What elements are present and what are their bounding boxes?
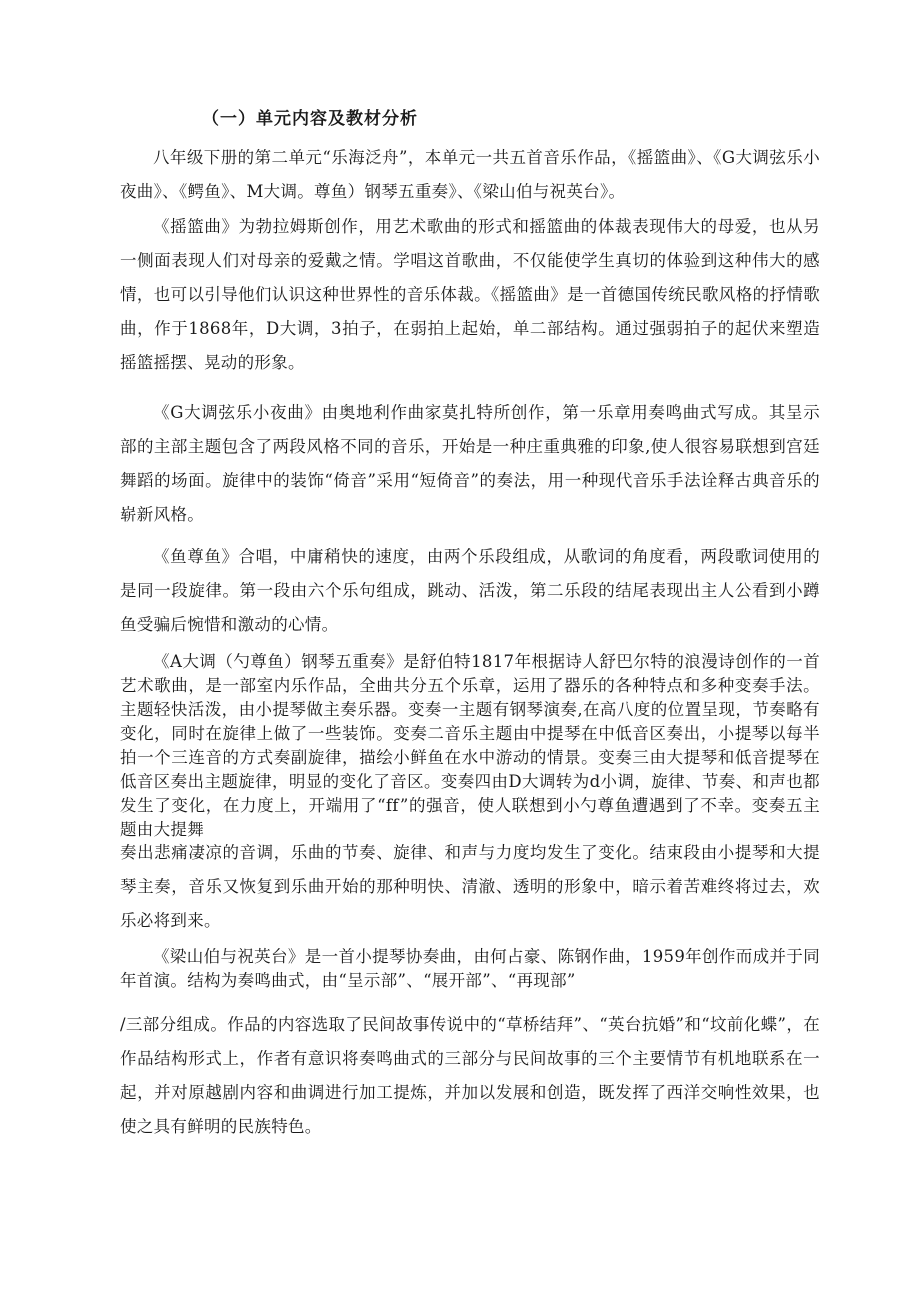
- paragraph-trout-chorus: 《鱼尊鱼》合唱，中庸稍快的速度，由两个乐段组成，从歌词的角度看，两段歌词使用的是同一段旋律。第一段由六个乐句组成，跳动、活泼，第二乐段的结尾表现出主人公看到小蹲鱼受骗后惋惜和激动的心情。: [120, 547, 820, 634]
- paragraph-quintet-continued: 奏出悲痛凄凉的音调，乐曲的节奏、旋律、和声与力度均发生了变化。结束段由小提琴和大提琴主奏，音乐又恢复到乐曲开始的那种明快、清澈、透明的形象中，暗示着苦难终将过去，欢乐必将到来。: [120, 843, 820, 930]
- paragraph-butterfly-lovers: 《梁山伯与祝英台》是一首小提琴协奏曲，由何占豪、陈钢作曲，1959年创作而成并于同年首演。结构为奏鸣曲式，由“呈示部”、“展开部”、“再现部”: [120, 947, 820, 990]
- paragraph-unit-overview: 八年级下册的第二单元“乐海泛舟”，本单元一共五首音乐作品，《摇篮曲》、《G大调弦乐小夜曲》、《鳄鱼》、M大调。尊鱼）钢琴五重奏》、《梁山伯与祝英台》。: [120, 148, 820, 201]
- section-heading: （一）单元内容及教材分析: [202, 109, 418, 129]
- paragraph-trout-quintet: 《A大调（勺尊鱼）钢琴五重奏》是舒伯特1817年根据诗人舒巴尔特的浪漫诗创作的一首艺术歌曲，是一部室内乐作品，全曲共分五个乐章，运用了器乐的各种特点和多种变奏手法。主题轻快活泼，由小提琴做主奏乐器。变奏一主题有钢琴演奏,在高八度的位置呈现，节奏略有变化，同时在旋律上做了一些装饰。变奏二音乐主题由中提琴在中低音区奏出，小提琴以每半拍一个三连音的方式奏副旋律，描绘小鲜鱼在水中游动的情景。变奏三由大提琴和低音提琴在低音区奏出主题旋律，明显的变化了音区。变奏四由D大调转为d小调，旋律、节奏、和声也都发生了变化，在力度上，开端用了“ff”的强音，使人联想到小勺尊鱼遭遇到了不幸。变奏五主题由大提舞: [120, 652, 820, 839]
- paragraph-lullaby: 《摇篮曲》为勃拉姆斯创作，用艺术歌曲的形式和摇篮曲的体裁表现伟大的母爱，也从另一侧面表现人们对母亲的爱戴之情。学唱这首歌曲，不仅能使学生真切的体验到这种伟大的感情，也可以引导他们认识这种世界性的音乐体裁。《摇篮曲》是一首德国传统民歌风格的抒情歌曲，作于1868年，D大调，3拍子，在弱拍上起始，单二部结构。通过强弱拍子的起伏来塑造摇篮摇摆、晃动的形象。: [120, 217, 820, 372]
- paragraph-butterfly-lovers-continued: /三部分组成。作品的内容选取了民间故事传说中的“草桥结拜”、“英台抗婚”和“坟前化蝶”，在作品结构形式上，作者有意识将奏鸣曲式的三部分与民间故事的三个主要情节有机地联系在一起，并对原越剧内容和曲调进行加工提炼，并加以发展和创造，既发挥了西洋交响性效果，也使之具有鲜明的民族特色。: [120, 1015, 820, 1136]
- paragraph-serenade: 《G大调弦乐小夜曲》由奥地利作曲家莫扎特所创作，第一乐章用奏鸣曲式写成。其呈示部的主部主题包含了两段风格不同的音乐，开始是一种庄重典雅的印象,使人很容易联想到宫廷舞蹈的场面。旋律中的装饰“倚音”采用“短倚音”的奏法，用一种现代音乐手法诠释古典音乐的崭新风格。: [120, 403, 820, 524]
